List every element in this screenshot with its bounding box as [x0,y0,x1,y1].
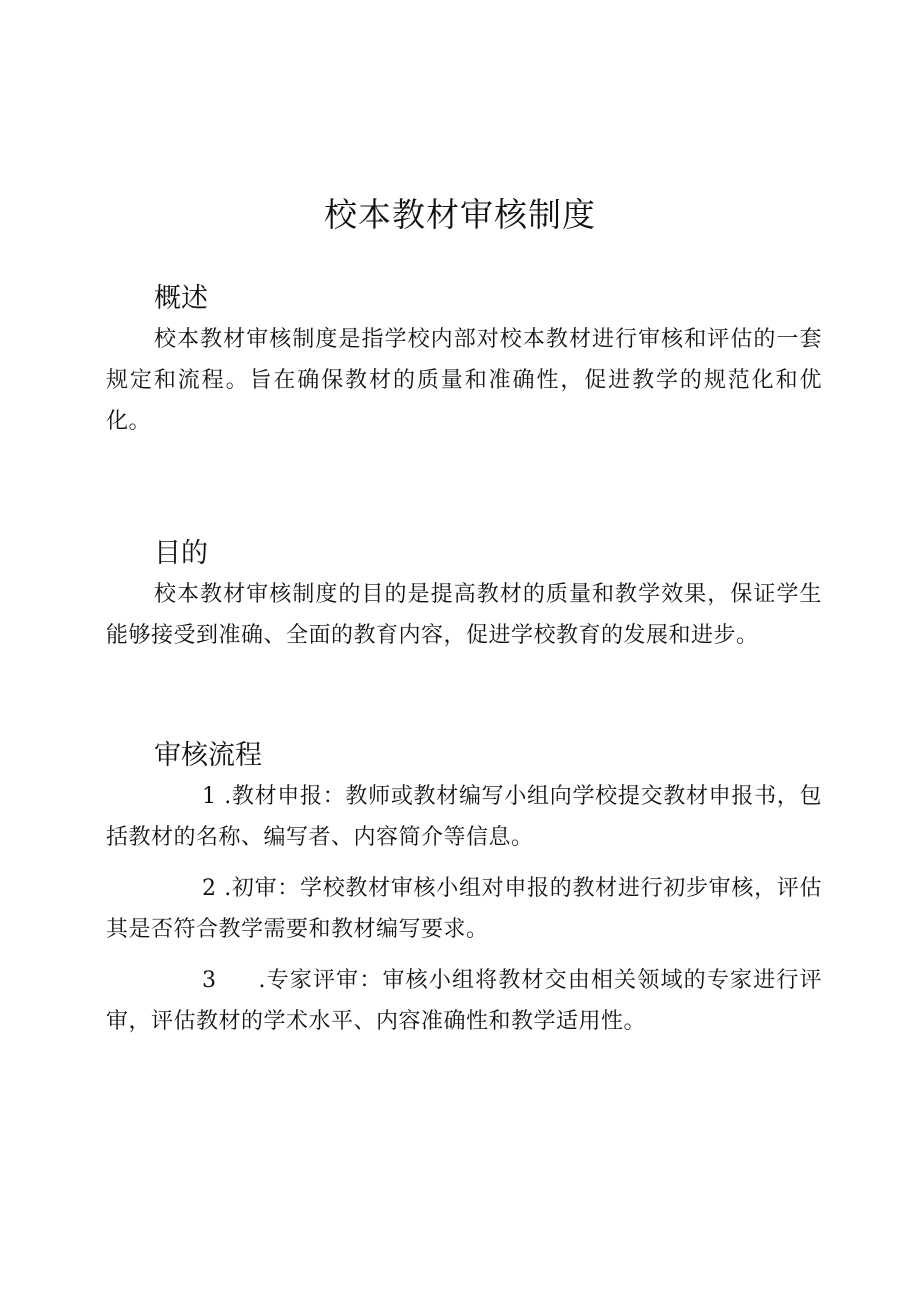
section-overview [106,279,822,442]
section-heading-purpose: 目的 [154,538,208,569]
step-number: 3 [202,968,217,993]
step-text: .教材申报：教师或教材编写小组向学校提交教材申报书，包括教材的名称、编写者、内容简介等信息。 [106,784,822,850]
step-text: .初审：学校教材审核小组对申报的教材进行初步审核，评估其是否符合教学需要和教材编写要求。 [106,876,822,942]
purpose-paragraph: 校本教材审核制度的目的是提高教材的质量和教学效果，保证学生能够接受到准确、全面的教育内容，促进学校教育的发展和进步。 [106,582,822,648]
process-step [106,776,822,858]
section-purpose [106,534,822,656]
overview-paragraph: 校本教材审核制度是指学校内部对校本教材进行审核和评估的一套规定和流程。旨在确保教材的质量和准确性，促进教学的规范化和优化。 [106,327,822,434]
step-text: .专家评审：审核小组将教材交由相关领域的专家进行评审，评估教材的学术水平、内容准确性和教学适用性。 [106,968,822,1034]
section-heading-overview: 概述 [154,283,208,314]
process-step [106,868,822,950]
step-number: 1 [202,784,217,809]
section-process [106,736,822,1052]
document-title: 校本教材审核制度 [324,195,596,235]
section-heading-process: 审核流程 [154,740,262,771]
process-step [106,960,822,1042]
step-number: 2 [202,876,217,901]
